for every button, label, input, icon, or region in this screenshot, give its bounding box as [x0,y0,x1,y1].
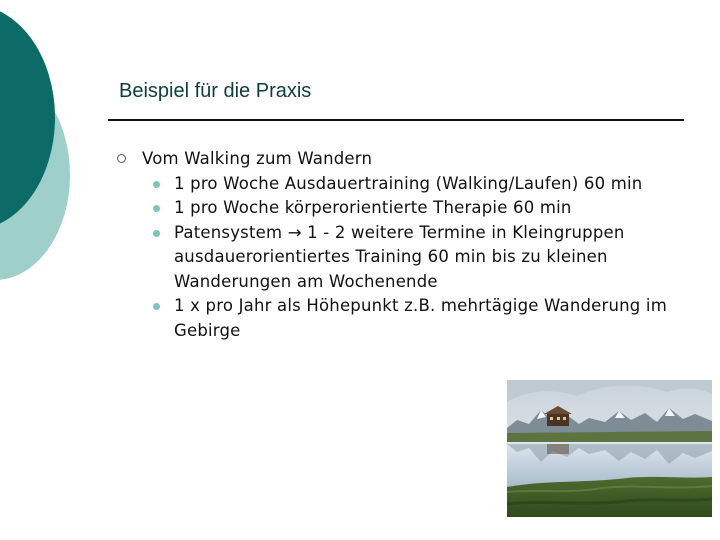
hollow-circle-bullet-icon [117,154,126,163]
sub-bullet-item [118,196,678,221]
main-bullet-text: Vom Walking zum Wandern [142,149,373,168]
sub-bullet-text: 1 x pro Jahr als Höhepunkt z.B. mehrtägige Wanderung im Gebirge [174,296,667,340]
dot-bullet-icon [153,230,160,237]
sub-bullet-item [118,172,678,197]
sub-bullet-item [118,221,678,295]
dot-bullet-icon [153,205,160,212]
sub-bullet-text: Patensystem → 1 - 2 weitere Termine in Kleingruppen ausdauerorientiertes Training 60 min bis zu kleinen Wanderungen am Wochenende [174,222,625,291]
sub-bullet-text: 1 pro Woche Ausdauertraining (Walking/Laufen) 60 min [174,173,643,193]
bullet-list [118,147,678,343]
sub-bullet-text: 1 pro Woche körperorientierte Therapie 60 min [174,198,572,217]
main-bullet-item [118,147,678,172]
slide-title: Beispiel für die Praxis [119,80,312,102]
dot-bullet-icon [153,181,160,188]
sub-bullet-item [118,294,678,343]
sub-bullet-list [118,172,678,344]
mountain-lake-image [507,380,712,517]
mountain-lake-photo [507,380,712,517]
title-divider [108,119,684,121]
dot-bullet-icon [153,303,160,310]
